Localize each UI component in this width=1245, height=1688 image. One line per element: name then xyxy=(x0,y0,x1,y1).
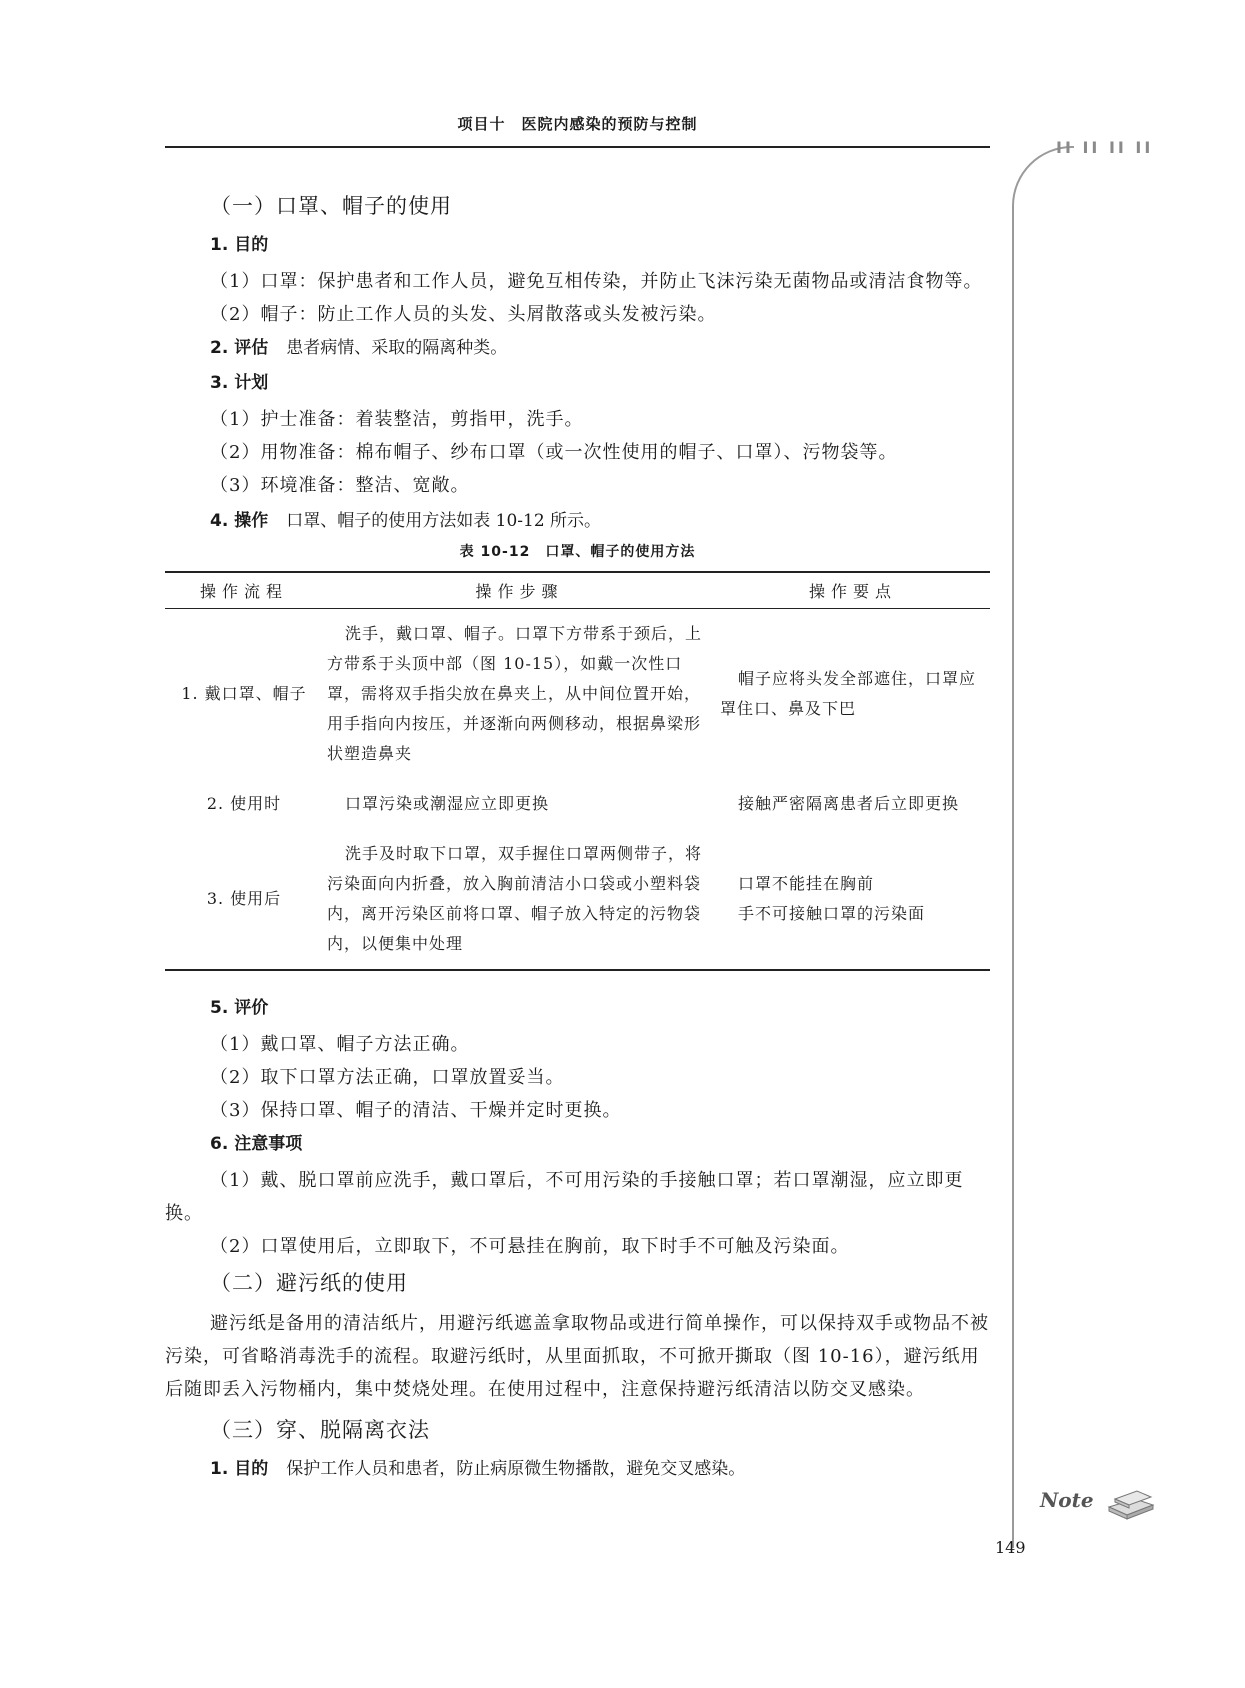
table-cell-steps: 口罩污染或潮湿应立即更换 xyxy=(345,794,550,813)
table-caption: 表 10-12 口罩、帽子的使用方法 xyxy=(459,544,696,560)
paragraph: （1）戴、脱口罩前应洗手，戴口罩后，不可用污染的手接触口罩；若口罩潮湿，应立即更换。 xyxy=(165,1170,964,1224)
heading-evaluation: 5. 评价 xyxy=(210,998,269,1018)
paragraph: （2）口罩使用后，立即取下，不可悬挂在胸前，取下时手不可触及污染面。 xyxy=(210,1236,850,1257)
paragraph: （2）取下口罩方法正确，口罩放置妥当。 xyxy=(210,1067,565,1088)
table-cell-points: 口罩不能挂在胸前 手不可接触口罩的污染面 xyxy=(716,829,990,970)
margin-line xyxy=(1012,146,1074,1548)
paragraph: （1）口罩：保护患者和工作人员，避免互相传染，并防止飞沫污染无菌物品或清洁食物等。 xyxy=(210,271,983,292)
heading-purpose-3: 1. 目的 保护工作人员和患者，防止病原微生物播散，避免交叉感染。 xyxy=(210,1459,746,1479)
column-header: 操作流程 xyxy=(165,572,323,609)
paragraph: （3）环境准备：整洁、宽敞。 xyxy=(210,475,470,496)
page-number: 149 xyxy=(995,1538,1026,1557)
page-content xyxy=(165,190,990,1489)
table-cell-points: 帽子应将头发全部遮住，口罩应罩住口、鼻及下巴 xyxy=(720,669,977,718)
section-title-1: （一）口罩、帽子的使用 xyxy=(210,194,452,218)
page-header: 项目十 医院内感染的预防与控制 xyxy=(457,115,698,133)
column-header: 操作要点 xyxy=(716,572,990,609)
table-row xyxy=(165,779,990,829)
heading-notes: 6. 注意事项 xyxy=(210,1134,303,1154)
table-cell-steps: 洗手，戴口罩、帽子。口罩下方带系于颈后，上方带系于头顶中部（图 10-15），如戴一次性口罩，需将双手指尖放在鼻夹上，从中间位置开始，用手指向内按压，并逐渐向两侧移动，根据鼻梁形状塑造鼻夹 xyxy=(327,624,703,763)
heading-operation: 4. 操作 口罩、帽子的使用方法如表 10-12 所示。 xyxy=(210,511,602,531)
table-cell-flow: 2. 使用时 xyxy=(206,794,282,813)
heading-assessment: 2. 评估 患者病情、采取的隔离种类。 xyxy=(210,338,508,358)
table-header-row xyxy=(165,572,990,609)
table-cell-flow: 1. 戴口罩、帽子 xyxy=(181,684,307,703)
table-cell-flow: 3. 使用后 xyxy=(165,829,323,970)
table-row xyxy=(165,609,990,780)
margin-bars: II II II II xyxy=(1056,138,1154,157)
table-cell-points: 接触严密隔离患者后立即更换 xyxy=(738,794,960,813)
note-logo: Note xyxy=(1040,1488,1094,1512)
book-stack-icon xyxy=(1105,1485,1157,1521)
procedure-table xyxy=(165,571,990,971)
table-row xyxy=(165,829,990,970)
header-rule xyxy=(165,146,990,148)
heading-purpose: 1. 目的 xyxy=(210,235,269,255)
column-header: 操作步骤 xyxy=(323,572,716,609)
heading-plan: 3. 计划 xyxy=(210,373,269,393)
paragraph: 避污纸是备用的清洁纸片，用避污纸遮盖拿取物品或进行简单操作，可以保持双手或物品不被污染，可省略消毒洗手的流程。取避污纸时，从里面抓取，不可掀开撕取（图 10-16），避污纸用后随即丢入污物桶内，集中焚烧处理。在使用过程中，注意保持避污纸清洁以防交叉感染。 xyxy=(165,1313,989,1400)
section-title-3: （三）穿、脱隔离衣法 xyxy=(210,1418,430,1442)
paragraph: （1）戴口罩、帽子方法正确。 xyxy=(210,1034,470,1055)
section-title-2: （二）避污纸的使用 xyxy=(210,1271,408,1295)
paragraph: （2）用物准备：棉布帽子、纱布口罩（或一次性使用的帽子、口罩）、污物袋等。 xyxy=(210,442,898,463)
paragraph: （2）帽子：防止工作人员的头发、头屑散落或头发被污染。 xyxy=(210,304,717,325)
paragraph: （3）保持口罩、帽子的清洁、干燥并定时更换。 xyxy=(210,1100,622,1121)
margin-decoration xyxy=(1000,138,1245,1548)
paragraph: （1）护士准备：着装整洁，剪指甲，洗手。 xyxy=(210,409,584,430)
table-cell-steps: 洗手及时取下口罩，双手握住口罩两侧带子，将污染面向内折叠，放入胸前清洁小口袋或小塑料袋内，离开污染区前将口罩、帽子放入特定的污物袋内，以便集中处理 xyxy=(323,829,716,970)
